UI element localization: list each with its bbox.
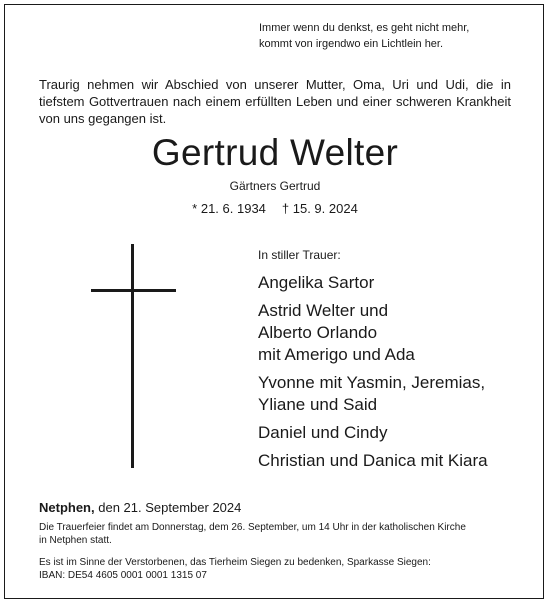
note-line: Die Trauerfeier findet am Donnerstag, dem 26. September, um 14 Uhr in der katholischen Kirche: [39, 522, 466, 533]
mourner-group: [258, 422, 538, 444]
mourner-line: Yvonne mit Yasmin, Jeremias,: [258, 373, 486, 392]
funeral-note: [39, 521, 519, 547]
mourners-list: [258, 272, 538, 478]
note-line: IBAN: DE54 4605 0001 0001 1315 07: [39, 570, 207, 581]
mourner-line: Daniel und Cindy: [258, 423, 388, 442]
mourner-group: [258, 272, 538, 294]
mourner-line: Astrid Welter und: [258, 301, 389, 320]
note-line: Es ist im Sinne der Verstorbenen, das Tierheim Siegen zu bedenken, Sparkasse Siegen:: [39, 557, 431, 568]
mourners-intro: In stiller Trauer:: [258, 248, 341, 262]
deceased-nickname: Gärtners Gertrud: [229, 179, 321, 193]
donation-note: [39, 556, 519, 582]
mourner-line: Christian und Danica mit Kiara: [258, 451, 488, 470]
intro-text: Traurig nehmen wir Abschied von unserer Mutter, Oma, Uri und Udi, die in tiefstem Gottvertrauen nach einem erfüllten Leben und einer schweren Krankheit von uns gegangen ist.: [39, 77, 511, 126]
mourner-group: [258, 450, 538, 472]
mourner-line: Yliane und Said: [258, 395, 378, 414]
death-date: † 15. 9. 2024: [281, 201, 358, 216]
birth-date: * 21. 6. 1934: [192, 201, 266, 216]
cross-icon: [131, 244, 134, 468]
mourner-group: [258, 300, 538, 366]
life-dates: [0, 200, 550, 217]
place: Netphen,: [39, 500, 95, 515]
note-line: in Netphen statt.: [39, 535, 112, 546]
mourner-line: Alberto Orlando: [258, 323, 378, 342]
mourner-group: [258, 372, 538, 416]
motto: [259, 20, 529, 52]
date: den 21. September 2024: [98, 500, 242, 515]
cross-icon-bar: [91, 289, 176, 292]
deceased-name: Gertrud Welter: [151, 132, 399, 173]
motto-line: Immer wenn du denkst, es geht nicht mehr,: [259, 22, 470, 34]
mourner-line: mit Amerigo und Ada: [258, 345, 415, 364]
mourner-line: Angelika Sartor: [258, 273, 375, 292]
motto-line: kommt von irgendwo ein Lichtlein her.: [259, 38, 444, 50]
place-date: [39, 499, 241, 516]
